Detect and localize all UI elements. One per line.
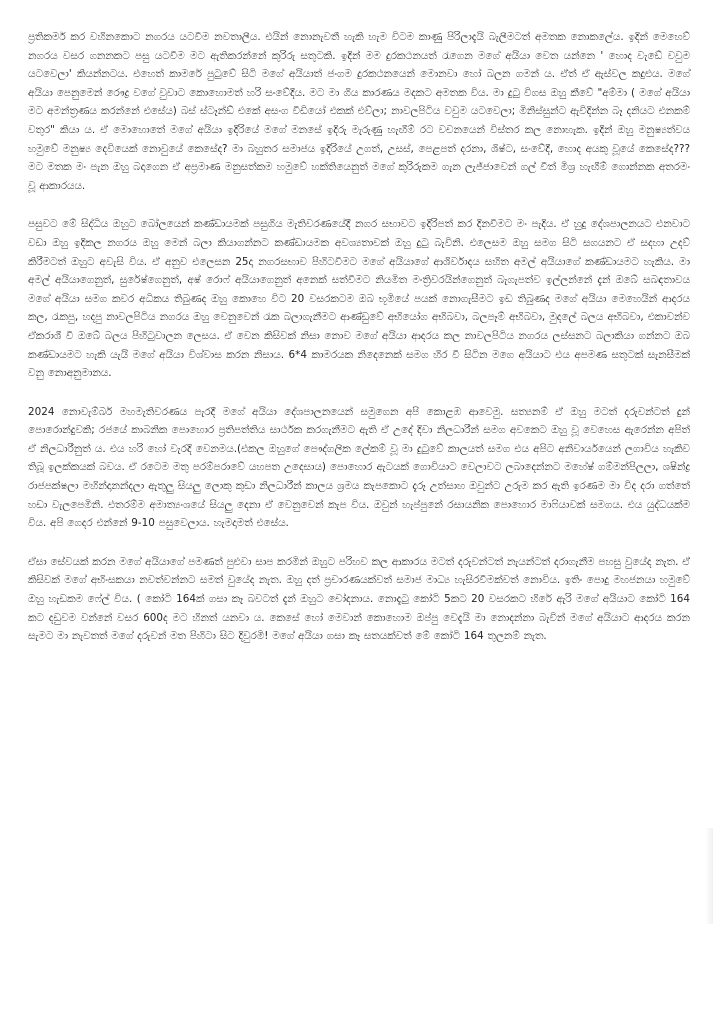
paragraph-3: 2024 නොවැම්බර් මහමැතිවරණය පැරදී මගේ අයියා දේශපාලනයෙන් සමුගෙන අපි කොළඹ ආවෙමු. සත්‍යනම් ඒ ඔහු මටත් දරුවන්ටත් දුන් පොරොන්දුවකි; රජයේ කාබනික පොහොර ප්‍රතිපත්තිය සාර්ථක කරගැනීමට ඇති ඒ උදේ දිවා නිලධාරීන් සමග අවකෙට ඔහු වූ වෙහෙස ඇරෙන්න අපිත් ඒ නිලධාරීනුත් ය. එය හරි හෝ වැරදි වෙනමය.(එකල ඔහුගේ පෞද්ගලික ලේකම් වූ මා දුටුවේ කාලයත් සමග එය අපිට අනිවාර්යයෙන් ලගාවිය හැකිව තිබූ ඉලක්කයක් බවය. ඒ රටෙම මතු පරම්පරාවේ යහපත උදෙසාය) පොහොර ඇටයක් ගොවියාට වෙලාවට ලබාදෙන්නට මහේෂ් ගම්මන්පිලලා, ශෂින්ද්‍ර රාජපක්ෂලා මහින්දානන්දලා ඇතුලු සියලු ලොකු කුඩා නිලධාරීන් කාලය ශ්‍රමය කැපකොට දැරූ උත්සාහ ඔවුන්ට උරුම කර ඇති ඉරණම මා විද දරා ගත්තේ හඩා වැලපෙමිනි. එතරම්ම අමාත්‍යංශයේ සියලු දෙනා ඒ වෙනුවෙන් කැප විය. ඔවුන් හැප්පුනේ රසායනික පොහොර මාෆියාවක් සමගය. එය යුද්ධයක්ම විය. අපි ගෙදර එන්නේ 9-10 පසුවෙලාය. හැමදාමත් එසේය. <box>28 405 690 530</box>
paragraph-2: පසුවට මේ සිද්ධිය ඔහුට බෝලයෙන් කණ්ඩායමක් පසුගිය මැතිවරණයේදී නගර සභාවට ඉදිරිපත් කර දිනවීමට මං පැදිය. ඒ හුදු දේශපාලනයට එනවාට වඩා ඔහු ඉදිකල නගරය ඔහු මෙන් බලා කියාගන්නට කණ්ඩායමක අවශ්‍යතාවක් ඔහු දුටු බැවිනි. එලෙසම ඔහු සමග සිටි සගයනට ඒ සදහා උදව් කිරීමටත් ඔහුට අවැසි විය. ඒ අනුව එලෙසන 25දා නගරසභාව පිහිටවීමට මගේ අයියාගේ ආශිර්වාදය සහිත අමල් අයියාගේ කණ්ඩායමට හැකිය. මා අමල් අයියාගෙනුත්, සුරේෂ්ගෙනුත්, අෂ් රොෆ් අයියාගෙනුත් අනෙක් සත්වීමට නියමිත මංත්‍රිවරයින්ගෙනුත් බැගැපත්ව ඉල්ලන්නේ දැන් ඔබේ සබඳතාවය මගේ අයියා සමග කවර අධිකය තිබුණද ඔහු කොහෙ විට 20 වසරකටම ඔබ භූමියේ පයක් නොගැසීමට ඉඩ තිබුණද මගේ අයියා මෙහෙයින් ආදරය කල, රැකපු, හදපු නාවලපිටිය නගරය ඔහු වෙනුවෙන් රැක බලාගැනීමට ආණ්ඩුවේ අභියෝග අභිබවා, බලපෑම් අභිබවා, මුදලේ බලය අභිබවා, එකාවන්ව ඒකරාශී වී ඔබේ බලය පිහිටුවාලන ලෙසය. ඒ වෙන කිසිවක් නිසා නොව මගේ අයියා ආදරය කල නාවලපිටිය නගරය ලස්සනට බලාකියා ගන්නට ඔබ කණ්ඩායමට හැකි යැයි මගේ අයියා විශ්වාස කරන නිසාය. 6*4 කාමරයක නිදෙනෙක් සමග හිර වී සිටින මගෙ අයියාට එය අපමණ සතුටක් සැනසීමක් වනු නොඅනුමානය. <box>28 218 690 380</box>
scrollbar-edge <box>705 828 713 924</box>
document-page <box>28 28 690 666</box>
paragraph-1: ප්‍රතිකර්ම කර වහිනකොට නගරය යටවීම නවතාලීය. එයින් නොනැවතී හැකි හැම විටම කාණු පිරිලාදැයි බැලීමටත් අමතක නොකලේය. ඉදින් මෙහෙව් නගරය වසර ගනනකට පසු යටවීම මට ඇතිකරන්නේ කුරිරු සතුටකි. ඉදින් මම දුරකථනයත් රැගෙන මගේ අයියා වෙත යන්නෙ ' හොද වැඩේ වවුම යටවෙලා' කියන්නටය. එහෙත් කාමරේ පුටුවේ සිටි මගේ අයියාත් ජංගම දුරකථනයෙන් මොනවා හෝ බලන ගමන් ය. ඒත් ඒ ඇස්වල කදුළුය. මගේ අයියා පෙනුමෙන් රෞද්‍ර වගේ වුවාට කොහොමත් හරි සංවේදීය. මට මා ගිය කාරණය මදකට අමතක විය. මා දුටු විගස ඔහු කීවේ "අම්මා ( මගේ අයියා මට අමන්ත්‍රණය කරන්නේ එසේය) බස් ස්ටෑන්ඩ් එකේ අසංග වීඩියෝ එකක් එව්ලා; නාවලපිටිය වවුම යටවෙලා; මිනිස්සුන්ට ඇවිදින්න බෑ දනියට එනකම් වතුර" කියා ය. ඒ මොහොතේ මගේ අයියා ඉදිරියේ මගේ මනසේ ඉදිරු මැරුණු හැඟීම් රට වචනයෙන් විස්තර කල නොහැක. ඉදින් ඔහු මනුෂ්‍යත්වය හමුවේ මනුෂ්‍ය දෙවියෙක් නොවුයේ කෙසේද? මා බහුතර සමාජය ඉදිරියේ උගත්, උසස්, පෙළපත් දරනා, ශිෂ්ට, සංවේදී, හොද අයකු වූයේ කෙසේද??? මට මතක මං පැන ඔහු බදාගෙන ඒ අප්‍රමාණ මනුසත්කම හමුවේ හක්තියෙනුත් මගේ කුරිරුකම ගැන ලැජ්ජාවෙන් ගල් වීත් මිශ්‍ර හැඟීම් ගොන්නක අතරමං වූ ආකාරයය. <box>28 31 690 192</box>
paragraph-4: ඒසා සේවයක් කරන මගේ අයියාගේ පමණත් පුළුවා සාප කරමින් ඔහුට පරිහව කල ආකාරය මටත් දරුවන්ටත් නැයන්ටත් දරාගැනීම පහසු වුයේද නැත. ඒ කිසිවක් මගේ අභිංසකයා නවත්වන්නට සමත් වුයේද නැත. ඔහු දත් ප්‍රචාරණයක්වත් සමාජ මාධ්‍ය හැසිරවීමක්වත් නොවිය. ඉතිං පොදු මහජනයා හමුවේ ඔහු හැඩකම ෆේල් විය. ( කෝටි 164ක් ගසා කෑ බවටත් දැන් ඔහුට චෝදනාය. නොදැටු කෝටි 5කට 20 වසරකට හිරේ ඇරි මගේ අයියාට කෝටි 164 කට දඩුවම වන්නේ වසර 600ද මට හිනත් යනවා ය. කෙසේ හෝ මෙවාන් කොහොම ඔප්පු වෙදැයි මා නොදන්නා බැවින් මගේ අයියාට ආදරය කරන සැමට මා නැවතත් මගේ දරුවන් මත පිහිටා සිට දිවුරමි! මගේ අයියා ගසා කෑ සතයක්වත් මේ කෝටි 164 තුලනම් නැත. <box>28 555 690 643</box>
